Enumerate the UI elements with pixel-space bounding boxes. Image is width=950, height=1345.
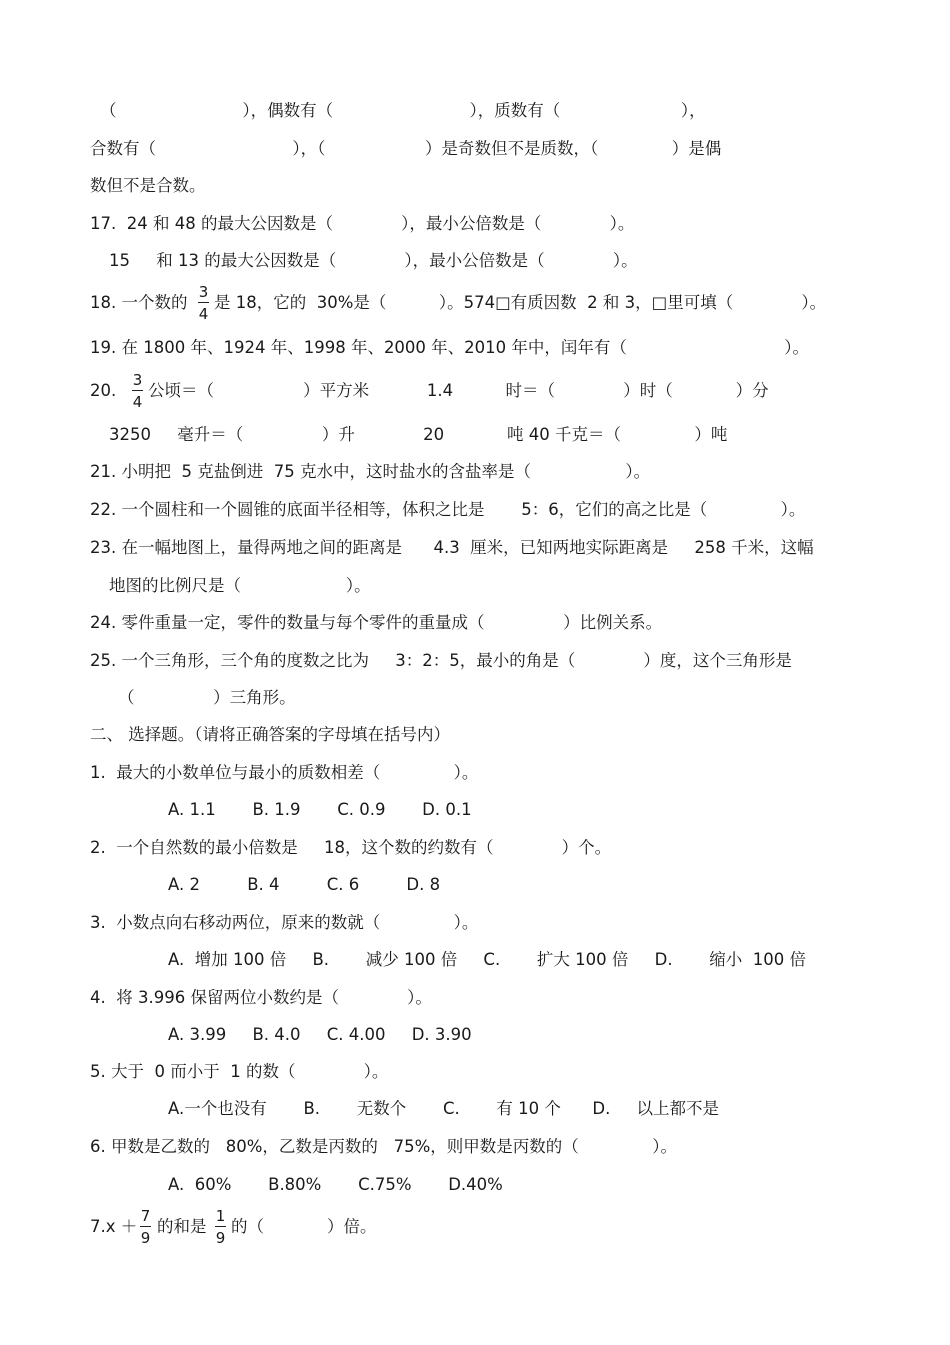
- mc3-options: A. 增加 100 倍 B. 减少 100 倍 C. 扩大 100 倍 D. 缩小 100 倍: [168, 950, 807, 969]
- fraction-bar: [140, 1226, 151, 1227]
- fraction-bar: [215, 1226, 226, 1227]
- mc1-options: A. 1.1 B. 1.9 C. 0.9 D. 0.1: [168, 800, 472, 819]
- fraction-three-quarters: [198, 284, 209, 322]
- q24: 24. 零件重量一定，零件的数量与每个零件的重量成（ ）比例关系。: [90, 613, 663, 632]
- mc7-middle: 的和是: [157, 1217, 207, 1236]
- q17-line-1: 17. 24 和 48 的最大公因数是（ ），最小公倍数是（ ）。: [90, 214, 635, 233]
- mc4-question: 4. 将 3.996 保留两位小数约是（ ）。: [90, 988, 432, 1007]
- q25-line-2: （ ）三角形。: [118, 688, 296, 707]
- fraction-numerator: 3: [198, 283, 209, 301]
- section-2-heading: 二、 选择题。（请将正确答案的字母填在括号内）: [90, 725, 450, 744]
- q18-prefix: 18. 一个数的: [90, 293, 188, 312]
- fraction-denominator: 4: [198, 305, 209, 323]
- mc7-prefix: 7.x ＋: [90, 1217, 138, 1236]
- q19: 19. 在 1800 年、1924 年、1998 年、2000 年、2010 年中，闰年有（ ）。: [90, 338, 810, 357]
- q17-line-2: 15 和 13 的最大公因数是（ ），最小公倍数是（ ）。: [109, 251, 638, 270]
- fraction-three-quarters-hectare: [132, 372, 143, 410]
- q16-line-1: （ ），偶数有（ ），质数有（ ），: [100, 101, 706, 120]
- q20-number: 20.: [90, 381, 117, 400]
- q16-line-3: 数但不是合数。: [90, 176, 206, 195]
- q22: 22. 一个圆柱和一个圆锥的底面半径相等，体积之比是 5：6，它们的高之比是（ ）。: [90, 500, 806, 519]
- q20-line-1: 公顷＝（ ）平方米 1.4 时＝（ ）时（ ）分: [148, 381, 769, 400]
- q23-line-2: 地图的比例尺是（ ）。: [109, 576, 371, 595]
- mc5-options: A.一个也没有 B. 无数个 C. 有 10 个 D. 以上都不是: [168, 1099, 720, 1118]
- q25-line-1: 25. 一个三角形，三个角的度数之比为 3：2：5，最小的角是（ ）度，这个三角形是: [90, 651, 792, 670]
- fraction-seven-ninths: [140, 1208, 151, 1246]
- mc6-options: A. 60% B.80% C.75% D.40%: [168, 1175, 503, 1194]
- fraction-denominator: 4: [132, 393, 143, 411]
- fraction-numerator: 7: [140, 1207, 151, 1225]
- q20-line-2: 3250 毫升＝（ ）升 20 吨 40 千克＝（ ）吨: [109, 425, 728, 444]
- q23-line-1: 23. 在一幅地图上，量得两地之间的距离是 4.3 厘米，已知两地实际距离是 258 千米，这幅: [90, 538, 814, 557]
- q21: 21. 小明把 5 克盐倒进 75 克水中，这时盐水的含盐率是（ ）。: [90, 462, 651, 481]
- fraction-numerator: 3: [132, 371, 143, 389]
- mc6-question: 6. 甲数是乙数的 80%，乙数是丙数的 75%，则甲数是丙数的（ ）。: [90, 1137, 677, 1156]
- fraction-bar: [132, 390, 143, 391]
- mc2-options: A. 2 B. 4 C. 6 D. 8: [168, 875, 441, 894]
- fraction-one-ninth: [215, 1208, 226, 1246]
- mc7-suffix: 的（ ）倍。: [231, 1217, 377, 1236]
- q16-line-2: 合数有（ ），（ ）是奇数但不是质数，（ ）是偶: [90, 139, 722, 158]
- fraction-denominator: 9: [140, 1229, 151, 1247]
- mc2-question: 2. 一个自然数的最小倍数是 18，这个数的约数有（ ）个。: [90, 838, 612, 857]
- mc4-options: A. 3.99 B. 4.0 C. 4.00 D. 3.90: [168, 1025, 472, 1044]
- q18-rest: 是 18，它的 30%是（ ）。574□有质因数 2 和 3，□里可填（ ）。: [214, 293, 827, 312]
- fraction-numerator: 1: [215, 1207, 226, 1225]
- fraction-denominator: 9: [215, 1229, 226, 1247]
- mc3-question: 3. 小数点向右移动两位，原来的数就（ ）。: [90, 913, 479, 932]
- mc1-question: 1. 最大的小数单位与最小的质数相差（ ）。: [90, 763, 479, 782]
- fraction-bar: [198, 302, 209, 303]
- mc5-question: 5. 大于 0 而小于 1 的数（ ）。: [90, 1062, 389, 1081]
